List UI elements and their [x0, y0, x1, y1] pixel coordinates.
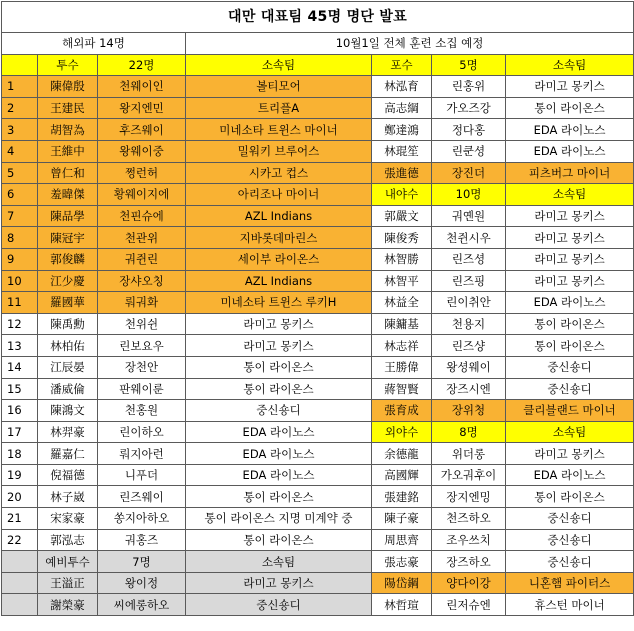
- player-name-chinese-2: 高國輝: [372, 464, 432, 486]
- player-name-korean: 후즈웨이: [98, 119, 186, 141]
- table-row: [2, 486, 634, 508]
- header-team: 소속팀: [186, 54, 372, 76]
- player-team: 밀워키 브루어스: [186, 140, 372, 162]
- row-number: 5: [2, 162, 38, 184]
- row-number: [2, 594, 38, 616]
- player-name-korean: 궈쥔린: [98, 248, 186, 270]
- player-team-2: 라미고 몽키스: [506, 248, 634, 270]
- player-name-chinese-2: 張志豪: [372, 551, 432, 573]
- player-name-chinese-2: 陳俊秀: [372, 227, 432, 249]
- player-team: EDA 라이노스: [186, 464, 372, 486]
- table-row: [2, 270, 634, 292]
- header-pitcher: 투수: [38, 54, 98, 76]
- player-name-korean-2: 8명: [432, 421, 506, 443]
- roster-table: [1, 1, 634, 616]
- player-name-chinese: 王溢正: [38, 572, 98, 594]
- player-name-chinese: 예비투수: [38, 551, 98, 573]
- player-name-chinese-2: 陳鏞基: [372, 313, 432, 335]
- player-name-korean-2: 정다홍: [432, 119, 506, 141]
- player-name-korean-2: 린즈셩: [432, 248, 506, 270]
- table-row: [2, 119, 634, 141]
- roster-sheet: [1, 1, 633, 616]
- table-row: [2, 140, 634, 162]
- player-team: 소속팀: [186, 551, 372, 573]
- player-name-korean: 씨에롱하오: [98, 594, 186, 616]
- player-name-chinese-2: 林智平: [372, 270, 432, 292]
- player-team-2: 통이 라이온스: [506, 335, 634, 357]
- player-team: EDA 라이노스: [186, 443, 372, 465]
- player-team-2: 라미고 몽키스: [506, 443, 634, 465]
- row-number: 21: [2, 508, 38, 530]
- player-name-chinese: 陳偉殷: [38, 76, 98, 98]
- row-number: 8: [2, 227, 38, 249]
- row-number: 15: [2, 378, 38, 400]
- player-name-chinese: 林子崴: [38, 486, 98, 508]
- player-name-chinese-2: 張建銘: [372, 486, 432, 508]
- row-number: [2, 551, 38, 573]
- player-name-korean-2: 린즈샹: [432, 335, 506, 357]
- player-name-chinese-2: 林琨笙: [372, 140, 432, 162]
- player-name-korean: 황웨이지에: [98, 184, 186, 206]
- player-team-2: EDA 라이노스: [506, 140, 634, 162]
- player-name-korean-2: 장지엔밍: [432, 486, 506, 508]
- table-row: [2, 335, 634, 357]
- player-name-korean: 왕지엔민: [98, 97, 186, 119]
- player-team: 볼티모어: [186, 76, 372, 98]
- player-name-korean-2: 린쿤셩: [432, 140, 506, 162]
- row-number: 11: [2, 292, 38, 314]
- player-name-chinese-2: 陳子豪: [372, 508, 432, 530]
- player-name-chinese-2: 鄭達鴻: [372, 119, 432, 141]
- player-name-chinese-2: 王勝偉: [372, 356, 432, 378]
- player-name-korean: 천웨이인: [98, 76, 186, 98]
- table-row: [2, 508, 634, 530]
- player-team: 시카고 컵스: [186, 162, 372, 184]
- player-team: 아리조나 마이너: [186, 184, 372, 206]
- player-name-korean: 왕이정: [98, 572, 186, 594]
- player-name-chinese-2: 내야수: [372, 184, 432, 206]
- row-number: 10: [2, 270, 38, 292]
- player-team-2: 라미고 몽키스: [506, 76, 634, 98]
- player-name-korean: 천관위: [98, 227, 186, 249]
- row-number: 18: [2, 443, 38, 465]
- player-team: 세이부 라이온스: [186, 248, 372, 270]
- row-number: 19: [2, 464, 38, 486]
- player-name-chinese: 郭泓志: [38, 529, 98, 551]
- row-number: 9: [2, 248, 38, 270]
- player-team-2: 소속팀: [506, 184, 634, 206]
- row-number: 22: [2, 529, 38, 551]
- player-name-chinese: 倪福德: [38, 464, 98, 486]
- player-name-korean: 린즈웨이: [98, 486, 186, 508]
- player-team: 미네소타 트윈스 루키H: [186, 292, 372, 314]
- player-name-korean-2: 왕셩웨이: [432, 356, 506, 378]
- player-name-chinese-2: 陽岱鋼: [372, 572, 432, 594]
- player-team: 지바롯데마린스: [186, 227, 372, 249]
- player-name-chinese-2: 林哲瑄: [372, 594, 432, 616]
- player-name-korean: 린이하오: [98, 421, 186, 443]
- player-name-korean: 궈홍즈: [98, 529, 186, 551]
- player-name-chinese-2: 張進德: [372, 162, 432, 184]
- player-name-chinese-2: 林泓育: [372, 76, 432, 98]
- player-team: 미네소타 트윈스 마이너: [186, 119, 372, 141]
- player-name-chinese: 王建民: [38, 97, 98, 119]
- row-number: 12: [2, 313, 38, 335]
- player-name-korean: 천핀슈에: [98, 205, 186, 227]
- player-name-chinese-2: 余德龍: [372, 443, 432, 465]
- player-name-korean: 장샤오칭: [98, 270, 186, 292]
- player-team-2: 통이 라이온스: [506, 486, 634, 508]
- table-row: [2, 76, 634, 98]
- player-team: AZL Indians: [186, 205, 372, 227]
- player-name-chinese-2: 周思齊: [372, 529, 432, 551]
- table-row: [2, 184, 634, 206]
- player-name-korean: 왕웨이중: [98, 140, 186, 162]
- table-row: [2, 313, 634, 335]
- subheader-row: [2, 33, 634, 55]
- table-row: [2, 529, 634, 551]
- column-header-row: [2, 54, 634, 76]
- table-row: [2, 292, 634, 314]
- player-name-korean: 니푸더: [98, 464, 186, 486]
- player-name-korean-2: 천용지: [432, 313, 506, 335]
- player-team-2: 중신숑디: [506, 529, 634, 551]
- player-name-chinese-2: 林志祥: [372, 335, 432, 357]
- table-row: [2, 227, 634, 249]
- player-name-chinese: 羅嘉仁: [38, 443, 98, 465]
- player-name-korean-2: 장즈하오: [432, 551, 506, 573]
- player-name-korean-2: 린이취안: [432, 292, 506, 314]
- header-team-2: 소속팀: [506, 54, 634, 76]
- player-team-2: 중신숑디: [506, 508, 634, 530]
- player-name-korean-2: 위더롱: [432, 443, 506, 465]
- player-name-chinese: 郭俊麟: [38, 248, 98, 270]
- player-name-korean-2: 장진더: [432, 162, 506, 184]
- player-name-korean-2: 10명: [432, 184, 506, 206]
- row-number: 20: [2, 486, 38, 508]
- player-name-korean: 뤄지아런: [98, 443, 186, 465]
- table-row: [2, 594, 634, 616]
- player-name-korean: 쏭지아하오: [98, 508, 186, 530]
- player-team-2: EDA 라이노스: [506, 464, 634, 486]
- player-team-2: 니혼햄 파이터스: [506, 572, 634, 594]
- player-team-2: EDA 라이노스: [506, 292, 634, 314]
- player-name-korean: 뤄궈화: [98, 292, 186, 314]
- player-name-chinese: 林羿豪: [38, 421, 98, 443]
- player-name-chinese: 謝榮豪: [38, 594, 98, 616]
- player-name-chinese: 陳鴻文: [38, 400, 98, 422]
- player-team: 통이 라이온스: [186, 356, 372, 378]
- player-team: 통이 라이온스: [186, 529, 372, 551]
- row-number: 13: [2, 335, 38, 357]
- player-team-2: 피츠버그 마이너: [506, 162, 634, 184]
- player-name-korean-2: 궈옌원: [432, 205, 506, 227]
- player-team-2: 라미고 몽키스: [506, 205, 634, 227]
- player-team: AZL Indians: [186, 270, 372, 292]
- player-name-korean-2: 가오즈강: [432, 97, 506, 119]
- player-team: EDA 라이노스: [186, 421, 372, 443]
- row-number: 16: [2, 400, 38, 422]
- table-row: [2, 248, 634, 270]
- player-name-chinese: 潘威倫: [38, 378, 98, 400]
- player-name-korean: 쩡런허: [98, 162, 186, 184]
- player-name-korean-2: 린즈핑: [432, 270, 506, 292]
- player-name-chinese: 宋家豪: [38, 508, 98, 530]
- player-name-korean-2: 천쥔시우: [432, 227, 506, 249]
- table-row: [2, 400, 634, 422]
- player-name-chinese-2: 張育成: [372, 400, 432, 422]
- player-team: 라미고 몽키스: [186, 335, 372, 357]
- player-name-chinese: 陳禹勳: [38, 313, 98, 335]
- player-team: 라미고 몽키스: [186, 572, 372, 594]
- table-row: [2, 205, 634, 227]
- player-name-korean: 천위쉰: [98, 313, 186, 335]
- overseas-count-label: 해외파 14명: [2, 33, 186, 55]
- player-name-korean: 장천안: [98, 356, 186, 378]
- player-team-2: 라미고 몽키스: [506, 270, 634, 292]
- player-team: 통이 라이온스: [186, 378, 372, 400]
- player-name-chinese: 曾仁和: [38, 162, 98, 184]
- table-row: [2, 421, 634, 443]
- player-team: 라미고 몽키스: [186, 313, 372, 335]
- player-name-chinese-2: 蔣智賢: [372, 378, 432, 400]
- row-number: [2, 572, 38, 594]
- player-name-korean-2: 천즈하오: [432, 508, 506, 530]
- player-team: 중신숑디: [186, 594, 372, 616]
- player-name-korean: 천홍원: [98, 400, 186, 422]
- player-name-korean-2: 장즈시엔: [432, 378, 506, 400]
- header-catcher-count: 5명: [432, 54, 506, 76]
- player-team-2: 소속팀: [506, 421, 634, 443]
- player-team-2: 통이 라이온스: [506, 313, 634, 335]
- player-name-chinese: 陳品學: [38, 205, 98, 227]
- player-name-chinese: 林柏佑: [38, 335, 98, 357]
- page-title: 대만 대표팀 45명 명단 발표: [2, 2, 634, 33]
- row-number: 1: [2, 76, 38, 98]
- player-team: 트리플A: [186, 97, 372, 119]
- header-catcher: 포수: [372, 54, 432, 76]
- training-schedule-label: 10월1일 전체 훈련 소집 예정: [186, 33, 634, 55]
- table-row: [2, 551, 634, 573]
- row-number: 17: [2, 421, 38, 443]
- player-name-chinese: 陳冠宇: [38, 227, 98, 249]
- table-row: [2, 572, 634, 594]
- player-name-korean-2: 양다이강: [432, 572, 506, 594]
- player-name-chinese: 江辰晏: [38, 356, 98, 378]
- table-row: [2, 443, 634, 465]
- player-team-2: 중신숑디: [506, 551, 634, 573]
- player-name-korean: 7명: [98, 551, 186, 573]
- player-team: 중신숑디: [186, 400, 372, 422]
- player-name-chinese: 江少慶: [38, 270, 98, 292]
- player-team-2: 클리블랜드 마이너: [506, 400, 634, 422]
- header-blank: [2, 54, 38, 76]
- header-pitcher-count: 22명: [98, 54, 186, 76]
- player-team-2: 중신숑디: [506, 378, 634, 400]
- player-team-2: EDA 라이노스: [506, 119, 634, 141]
- row-number: 14: [2, 356, 38, 378]
- player-name-chinese: 王維中: [38, 140, 98, 162]
- player-name-chinese-2: 林益全: [372, 292, 432, 314]
- player-team: 통이 라이온스 지명 미계약 중: [186, 508, 372, 530]
- player-team-2: 통이 라이온스: [506, 97, 634, 119]
- player-name-chinese-2: 외야수: [372, 421, 432, 443]
- player-team-2: 중신숑디: [506, 356, 634, 378]
- row-number: 6: [2, 184, 38, 206]
- player-name-korean-2: 장위청: [432, 400, 506, 422]
- row-number: 4: [2, 140, 38, 162]
- player-name-korean-2: 린저슈엔: [432, 594, 506, 616]
- player-name-chinese-2: 林智勝: [372, 248, 432, 270]
- title-row: [2, 2, 634, 33]
- player-name-korean: 린보요우: [98, 335, 186, 357]
- player-name-chinese-2: 高志綱: [372, 97, 432, 119]
- row-number: 3: [2, 119, 38, 141]
- table-row: [2, 162, 634, 184]
- player-name-chinese: 羞暐傑: [38, 184, 98, 206]
- player-team-2: 휴스턴 마이너: [506, 594, 634, 616]
- player-name-korean-2: 조우쓰치: [432, 529, 506, 551]
- player-team: 통이 라이온스: [186, 486, 372, 508]
- table-row: [2, 97, 634, 119]
- table-row: [2, 464, 634, 486]
- player-team-2: 라미고 몽키스: [506, 227, 634, 249]
- row-number: 2: [2, 97, 38, 119]
- table-row: [2, 378, 634, 400]
- player-name-korean-2: 린홍위: [432, 76, 506, 98]
- table-row: [2, 356, 634, 378]
- player-name-chinese-2: 郭嚴文: [372, 205, 432, 227]
- player-name-korean-2: 가오궈후이: [432, 464, 506, 486]
- row-number: 7: [2, 205, 38, 227]
- player-name-chinese: 胡智為: [38, 119, 98, 141]
- player-name-korean: 판웨이룬: [98, 378, 186, 400]
- player-name-chinese: 羅國華: [38, 292, 98, 314]
